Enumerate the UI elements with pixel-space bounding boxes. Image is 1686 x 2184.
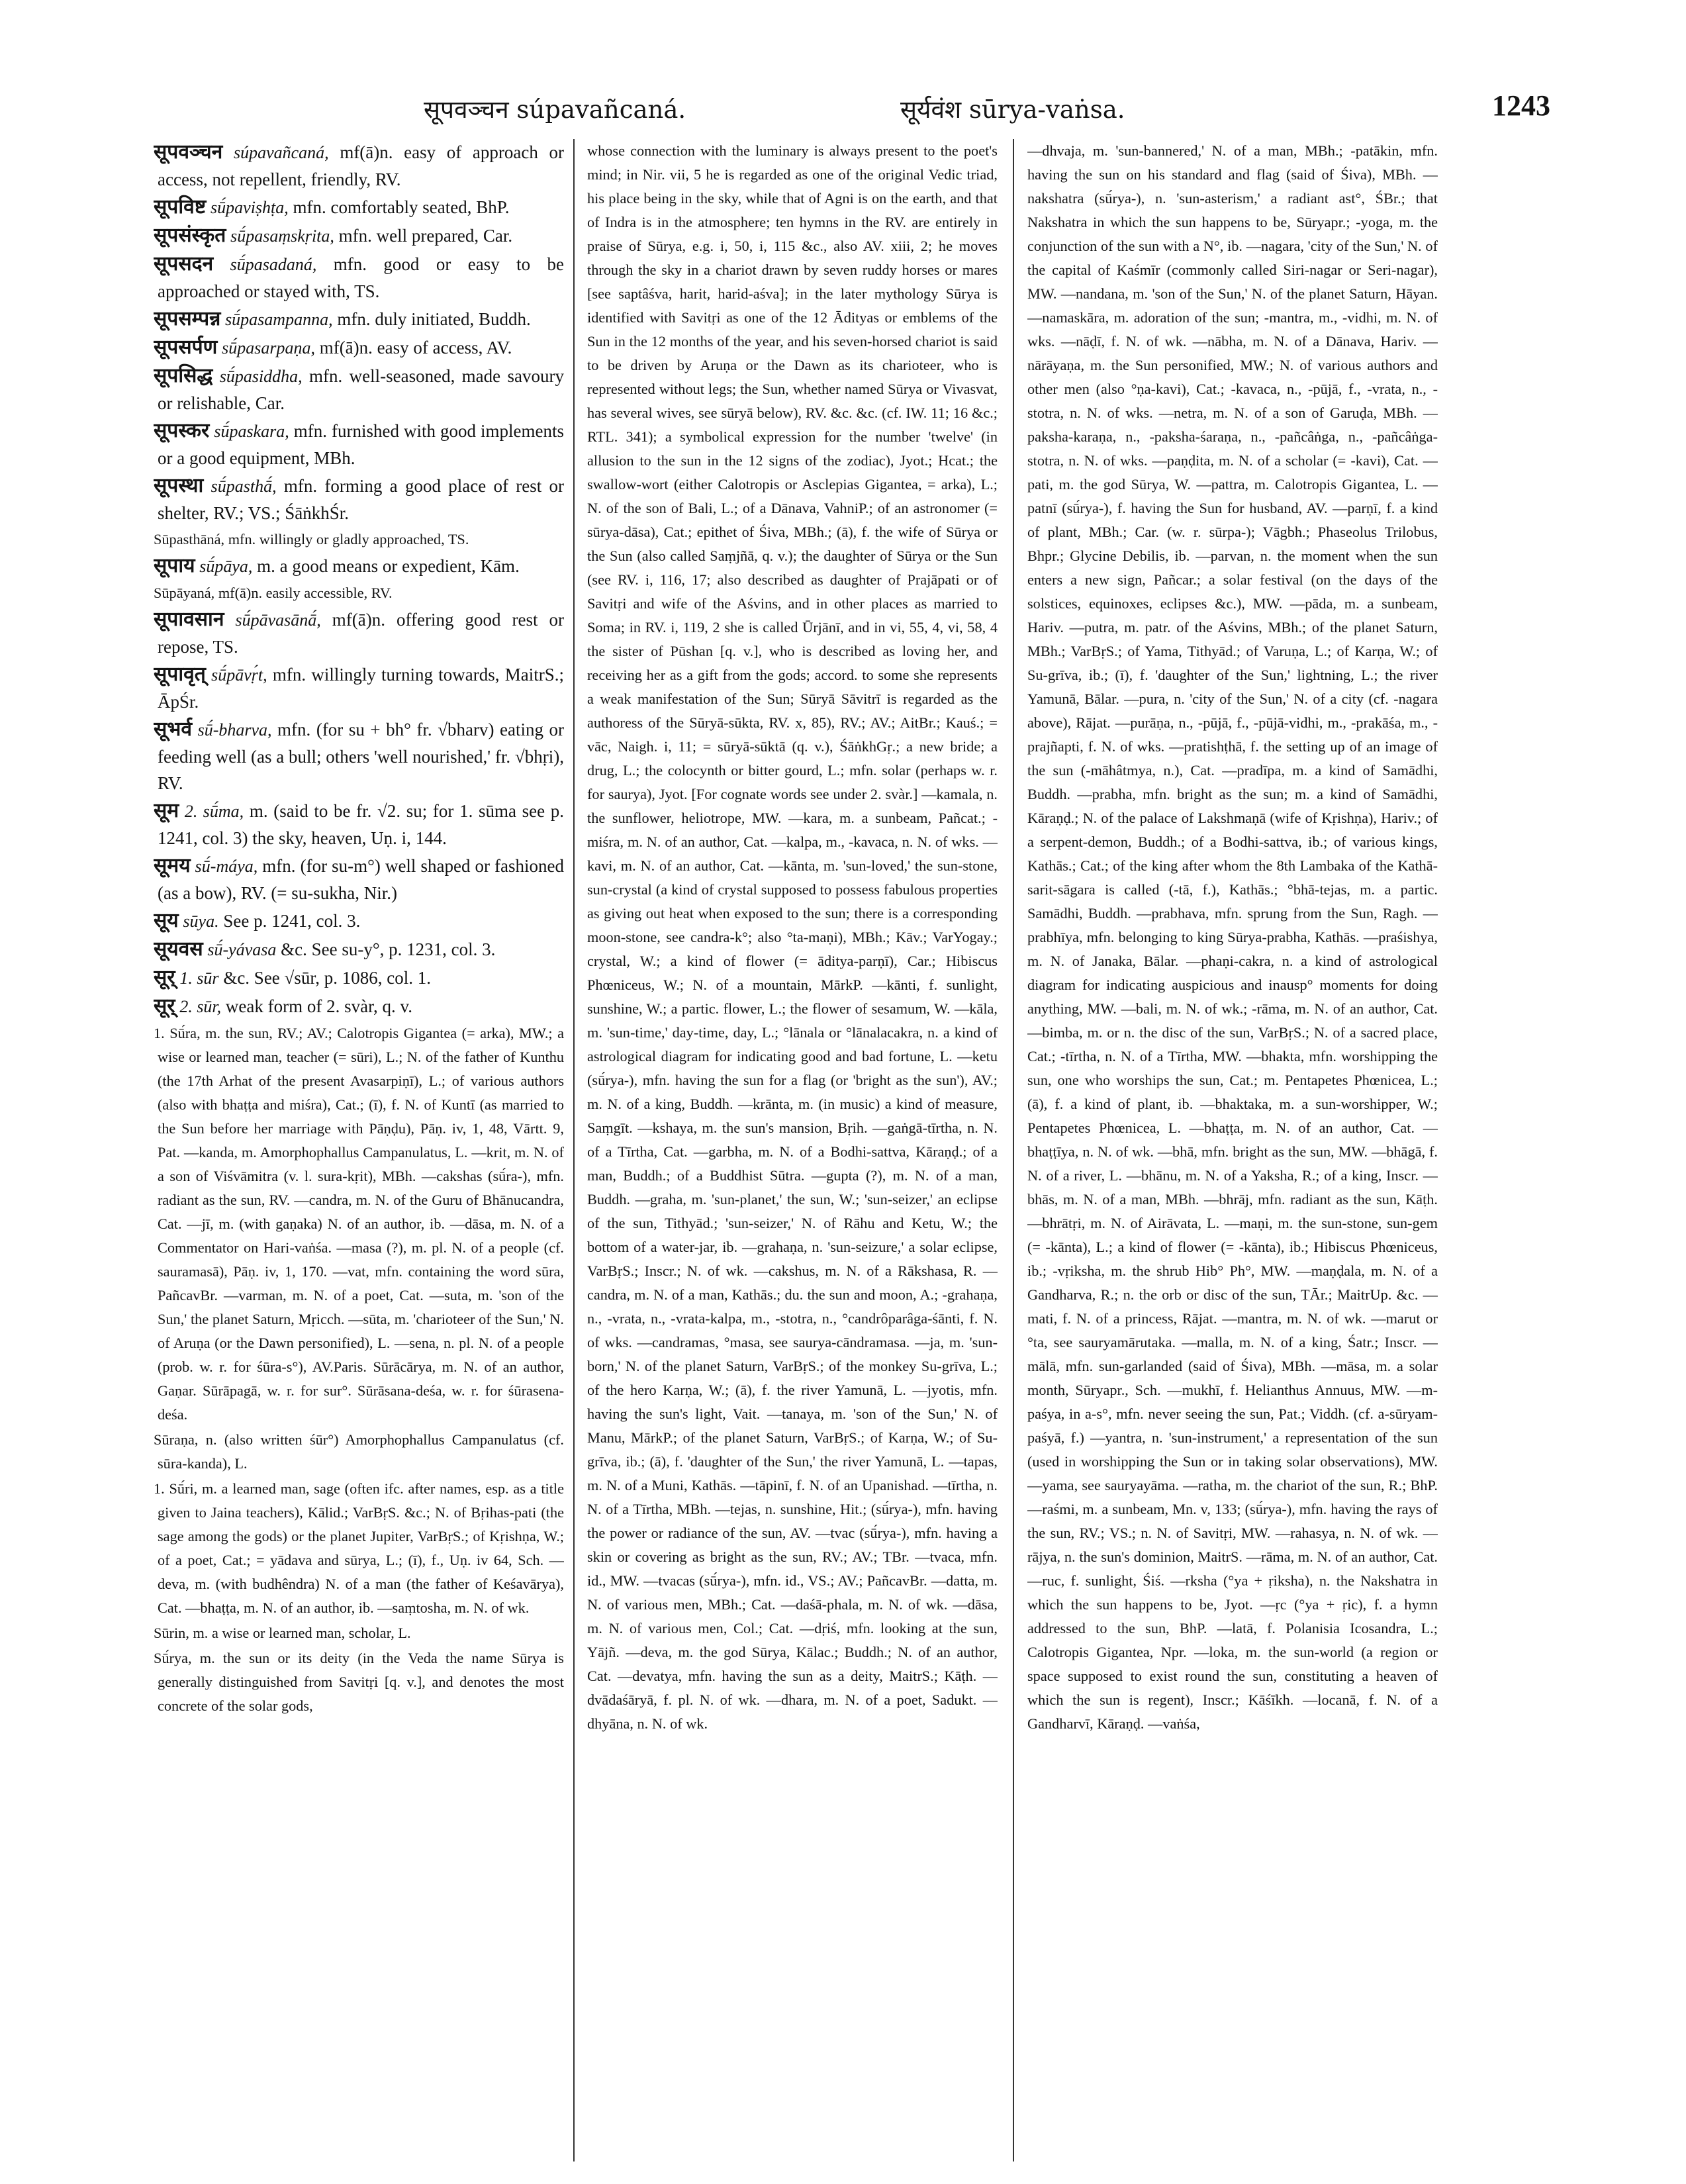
devanagari-headword: सूपावृत्: [154, 663, 206, 686]
entry-definition: mfn. (for su-m°) well shaped or fashioned (as a bow), RV. (= su-sukha, Nir.): [158, 856, 564, 903]
entry-definition: Sūpasthāná, mfn. willingly or gladly approached, TS.: [154, 531, 469, 547]
transliterated-headword: sūya.: [183, 912, 219, 931]
entry-definition: mfn. willingly turning towards, MaitrS.; ĀpŚr.: [158, 665, 564, 712]
page-number: 1243: [1492, 89, 1550, 122]
devanagari-headword: सूपस्कर: [154, 419, 210, 442]
devanagari-headword: सूम: [154, 799, 179, 822]
transliterated-headword: sū́paskara,: [214, 422, 289, 441]
column-rule-1: [573, 139, 575, 2161]
transliterated-headword: sū́-bharva,: [197, 720, 272, 739]
devanagari-headword: सूभर्व: [154, 718, 193, 741]
dictionary-entry: [154, 1428, 564, 1476]
devanagari-headword: सूर्: [154, 966, 175, 989]
column-1: [154, 139, 564, 2132]
dictionary-entry: [154, 251, 564, 305]
transliterated-headword: sū́pasthā́,: [211, 477, 277, 496]
transliterated-headword: 1. sūr: [179, 969, 219, 988]
dictionary-entry: [154, 1021, 564, 1427]
transliterated-headword: sū́pasiddha,: [219, 367, 303, 386]
entry-definition: Sū́rya, m. the sun or its deity (in the Veda the name Sūrya is generally distinguished from Savitṛi [q. v.], and denotes the most concrete of the solar gods,: [154, 1650, 564, 1714]
transliterated-headword: sū́paviṣhṭa,: [211, 198, 289, 217]
entry-definition: mfn. comfortably seated, BhP.: [288, 197, 510, 217]
entry-definition: weak form of 2. svàr, q. v.: [221, 996, 413, 1016]
entry-definition: mfn. (for su + bh° fr. √bharv) eating or feeding well (as a bull; others 'well nourished,' fr. √bhṛi), RV.: [158, 720, 564, 793]
dictionary-entry: [154, 528, 564, 551]
entry-definition: &c. See √sūr, p. 1086, col. 1.: [218, 968, 432, 988]
dictionary-entry: [154, 473, 564, 526]
entry-definition: 1. Sū́ra, m. the sun, RV.; AV.; Calotropis Gigantea (= arka), MW.; a wise or learned man, teacher (= sūri), L.; N. of the father of Kunthu (the 17th Arhat of the present Avasarpiṇī), L.; of various authors (also with bhaṭṭa and miśra), Cat.; (ī), f. N. of Kuntī (as married to the Sun before her marriage with Pāṇḍu), Pāṇ. iv, 1, 48, Vārtt. 9, Pat. —kanda, m. Amorphophallus Campanulatus, L. —krit, m. N. of a son of Viśvāmitra (v. l. sura-kṛit), MBh. —cakshas (sū́ra-), mfn. radiant as the sun, RV. —candra, m. N. of the Guru of Bhānucandra, Cat. —jī, m. (with gaṇaka) N. of an author, ib. —dāsa, m. N. of a Commentator on Hari-vaṅśa. —masa (?), m. pl. N. of a people (cf. sauramasā), Pāṇ. iv, 1, 170. —vat, mfn. containing the word sūra, PañcavBr. —varman, m. N. of a poet, Cat. —suta, m. 'son of the Sun,' the planet Saturn, Mṛicch. —sūta, m. 'charioteer of the Sun,' N. of Aruṇa (or the Dawn personified), L. —sena, n. pl. N. of a people (prob. w. r. for śūra-s°), AV.Paris. Sūrācārya, m. N. of an author, Gaṇar. Sūrāpagā, w. r. for sur°. Sūrāsana-deśa, w. r. for śūrasena-deśa.: [154, 1025, 564, 1423]
column-3-text: —dhvaja, m. 'sun-bannered,' N. of a man, MBh.; -patākin, mfn. having the sun on his standard and flag (said of Śiva), MBh. —nakshatra (sū́rya-), n. 'sun-asterism,' a radiant ast°, ŚBr.; that Nakshatra in which the sun happens to be, Sūryapr.; -yoga, m. the conjunction of the sun with a N°, ib. —nagara, 'city of the Sun,' N. of the capital of Kaśmīr (commonly called Siri-nagar or Seri-nagar), MW. —nandana, m. 'son of the Sun,' N. of the planet Saturn, Hāyan. —namaskāra, m. adoration of the sun; -mantra, m., -vidhi, m. N. of wks. —nāḍī, f. N. of wk. —nābha, m. N. of a Dānava, Hariv. —nārāyaṇa, m. the Sun personified, MW.; N. of various authors and other men (also °ṇa-kavi), Cat.; -kavaca, n., -pūjā, f., -vrata, n., -stotra, n. N. of wks. —netra, m. N. of a son of Garuḍa, MBh. —paksha-karaṇa, n., -paksha-śaraṇa, n., -pañcâṅga, n., -pañcâṅga-stotra, n. N. of wks. —paṇḍita, m. N. of a scholar (= -kavi), Cat. —pati, m. the god Sūrya, W. —pattra, m. Calotropis Gigantea, L. —patnī (sū́rya-), f. having the Sun for husband, AV. —parṇī, f. a kind of plant, MBh.; Car. (w. r. sūrpa-); Vāgbh.; Phaseolus Trilobus, Bhpr.; Glycine Debilis, ib. —parvan, n. the moment when the sun enters a new sign, Pañcar.; a solar festival (on the days of the solstices, equinoxes, eclipses &c.), MW. —pāda, m. a sunbeam, Hariv. —putra, m. patr. of the Aśvins, MBh.; of the planet Saturn, MBh.; VarBṛS.; of Yama, Tithyād.; of Varuṇa, L.; of Karṇa, W.; of Su-grīva, ib.; (ī), f. 'daughter of the Sun,' lightning, L.; the river Yamunā, Bālar. —pura, n. 'city of the Sun,' N. of a city (cf. -nagara above), Rājat. —purāṇa, n., -pūjā, f., -pūjā-vidhi, m., -prakāśa, m., -prajñapti, f. N. of wks. —pratishṭhā, f. the setting up of an image of the sun (-māhâtmya, n.), Cat. —pradīpa, m. a kind of Samādhi, Buddh. —prabha, mfn. bright as the sun; m. a kind of Samādhi, Kāraṇḍ.; N. of the palace of Lakshmaṇā (wife of Kṛishṇa), Hariv.; of a serpent-demon, Buddh.; of a Bodhi-sattva, ib.; of various kings, Kathās.; Cat.; of the king after whom the 8th Lambaka of the Kathā-sarit-sāgara is called (-tā, f.), Kathās.; °bhā-tejas, m. a partic. Samādhi, Buddh. —prabhava, mfn. sprung from the Sun, Ragh. —prabhīya, mfn. belonging to king Sūrya-prabha, Kathās. —praśishya, m. N. of Janaka, Bālar. —phaṇi-cakra, n. a kind of astrological diagram for indicating auspicious and inausp° moments for doing anything, MW. —bali, m. N. of wk.; -rāma, m. N. of an author, Cat. —bimba, m. or n. the disc of the sun, VarBṛS.; N. of a sacred place, Cat.; -tīrtha, n. N. of a Tīrtha, MW. —bhakta, mfn. worshipping the sun, one who worships the sun, Cat.; m. Pentapetes Phœnicea, L.; (ā), f. a kind of plant, ib. —bhaktaka, m. a sun-worshipper, W.; Pentapetes Phœnicea, L. —bhaṭṭa, m. N. of an author, Cat. —bhaṭṭīya, n. N. of wk. —bhā, mfn. bright as the sun, MW. —bhāgā, f. N. of a river, L. —bhānu, m. N. of a Yaksha, R.; of a king, Inscr. —bhās, m. N. of a man, MBh. —bhrāj, mfn. radiant as the sun, Kāṭh. —bhrātṛi, m. N. of Airāvata, L. —maṇi, m. the sun-stone, sun-gem (= -kānta), L.; a kind of flower (= -kānta), ib.; Hibiscus Phœniceus, ib.; -vṛiksha, m. the shrub Hib° Ph°, MW. —maṇḍala, m. N. of a Gandharva, R.; n. the orb or disc of the sun, TĀr.; MaitrUp. &c. —mati, f. N. of a princess, Rājat. —mantra, m. N. of wk. —marut or °ta, see sauryamārutaka. —malla, m. N. of a king, Śatr.; Inscr. —mālā, mfn. sun-garlanded (said of Śiva), MBh. —māsa, m. a solar month, Sūryapr., Sch. —mukhī, f. Helianthus Annuus, MW. —m-paśya, in a-s°, mfn. never seeing the sun, Pat.; Viddh. (cf. a-sūryam-paśyā, f.) —yantra, n. 'sun-instrument,' a representation of the sun (used in worshipping the Sun or in taking solar observations), MW. —yama, see sauryayāma. —ratha, m. the chariot of the sun, R.; BhP. —raśmi, m. a sunbeam, Mn. v, 133; (sū́rya-), mfn. having the rays of the sun, RV.; VS.; n. N. of Savitṛi, MW. —rahasya, n. N. of wk. —rājya, n. the sun's dominion, MaitrS. —rāma, m. N. of an author, Cat. —ruc, f. sunlight, Śiś. —rksha (°ya + ṛiksha), n. the Nakshatra in which the sun happens to be, Jyot. —ṛc (°ya + ṛic), f. a hymn addressed to the sun, BhP. —latā, f. Polanisia Icosandra, L.; Calotropis Gigantea, Npr. —loka, m. the sun-world (a region or space supposed to exist round the sun, constituting a heaven of which the sun is regent), Inscr.; Kāśīkh. —locanā, f. N. of a Gandharvī, Kāraṇḍ. —vaṅśa,: [1027, 142, 1438, 1732]
devanagari-headword: सूपस्था: [154, 474, 204, 497]
entry-definition: mfn. good or easy to be approached or stayed with, TS.: [158, 254, 564, 301]
devanagari-headword: सूपावसान: [154, 608, 224, 631]
devanagari-headword: सूपसदन: [154, 252, 214, 275]
entry-definition: Sūraṇa, n. (also written śūr°) Amorphophallus Campanulatus (cf. sūra-kanda), L.: [154, 1431, 564, 1472]
dictionary-entry: [154, 363, 564, 416]
devanagari-headword: सूपसंस्कृत: [154, 224, 226, 247]
dictionary-entry: [154, 194, 564, 221]
dictionary-entry: [154, 553, 564, 580]
dictionary-entry: [154, 581, 564, 605]
devanagari-headword: सूपवञ्चन: [154, 140, 223, 164]
transliterated-headword: sū́pasampanna,: [225, 310, 333, 329]
dictionary-entry: [154, 606, 564, 660]
entry-definition: mfn. forming a good place of rest or shelter, RV.; VS.; ŚāṅkhŚr.: [158, 476, 564, 523]
entry-definition: mf(ā)n. offering good rest or repose, TS.: [158, 610, 564, 657]
entry-definition: Sūpāyaná, mf(ā)n. easily accessible, RV.: [154, 585, 393, 601]
dictionary-entry: [154, 306, 564, 333]
dictionary-entry: [154, 936, 564, 963]
devanagari-headword: सूपाय: [154, 554, 195, 577]
devanagari-headword: सूयवस: [154, 937, 203, 961]
transliterated-headword: sū́pasadaná,: [230, 255, 317, 274]
dictionary-entry: [154, 798, 564, 851]
entry-definition: See p. 1241, col. 3.: [218, 911, 361, 931]
entry-definition: mfn. furnished with good implements or a good equipment, MBh.: [158, 421, 564, 468]
dictionary-entry: [154, 853, 564, 906]
devanagari-headword: सूपसर्पण: [154, 336, 218, 359]
devanagari-headword: सूर्: [154, 994, 175, 1018]
entry-definition: Sūrin, m. a wise or learned man, scholar, L.: [154, 1625, 411, 1641]
transliterated-headword: sū́-yávasa: [207, 940, 277, 959]
dictionary-entry: [154, 716, 564, 796]
devanagari-headword: सूय: [154, 909, 179, 932]
page-header: [132, 91, 1556, 138]
column-3: [1027, 139, 1438, 2132]
column-rule-2: [1013, 139, 1014, 2161]
entry-definition: m. a good means or expedient, Kām.: [252, 556, 520, 576]
dictionary-entry: [154, 908, 564, 935]
transliterated-headword: sū́pasarpaṇa,: [222, 338, 315, 357]
dictionary-entry: [154, 1621, 564, 1645]
transliterated-headword: súpavañcaná,: [233, 143, 329, 162]
column-2: [587, 139, 998, 2132]
transliterated-headword: 2. sū́ma,: [184, 802, 244, 821]
entry-definition: mf(ā)n. easy of access, AV.: [314, 338, 512, 357]
dictionary-entry: [154, 334, 564, 361]
transliterated-headword: sū́pāya,: [199, 557, 253, 576]
entry-definition: mfn. well-seasoned, made savoury or relishable, Car.: [158, 366, 564, 413]
header-left-guideword: सूपवञ्चन súpavañcaná.: [424, 95, 686, 124]
dictionary-entry: [154, 965, 564, 992]
transliterated-headword: 2. sūr,: [179, 997, 222, 1016]
entry-definition: 1. Sū́ri, m. a learned man, sage (often ifc. after names, esp. as a title given to Jaina teachers), Kālid.; VarBṛS. &c.; N. of Bṛihas-pati (the sage among the gods) or the planet Jupiter, VarBṛS.; of Kṛishṇa, W.; of a poet, Cat.; = yādava and sūrya, L.; (ī), f., Uṇ. iv 64, Sch. —deva, m. (with budhêndra) N. of a man (the father of Keśavārya), Cat. —bhaṭṭa, m. N. of an author, ib. —saṃtosha, m. N. of wk.: [154, 1480, 564, 1616]
devanagari-headword: सूपसिद्ध: [154, 364, 213, 387]
transliterated-headword: sū́-máya,: [195, 857, 258, 876]
devanagari-headword: सूमय: [154, 854, 191, 877]
dictionary-entry: [154, 1477, 564, 1620]
transliterated-headword: sū́pāvṛ́t,: [211, 665, 267, 685]
header-right-guideword: सूर्यवंश sūrya-vaṅsa.: [900, 95, 1125, 124]
dictionary-entry: [154, 418, 564, 471]
transliterated-headword: sū́pāvasānā́,: [235, 610, 321, 630]
transliterated-headword: sū́pasaṃskṛita,: [230, 226, 334, 246]
devanagari-headword: सूपविष्ट: [154, 195, 207, 218]
entry-definition: mfn. well prepared, Car.: [334, 226, 513, 246]
entry-definition: &c. See su-y°, p. 1231, col. 3.: [276, 939, 496, 959]
dictionary-entry: [154, 222, 564, 250]
dictionary-entry: [154, 139, 564, 193]
column-2-text: whose connection with the luminary is always present to the poet's mind; in Nir. vii, 5 he is regarded as one of the original Vedic triad, his place being in the sky, while that of Agni is on the earth, and that of Indra is in the atmosphere; ten hymns in the RV. are entirely in praise of Sūrya, e.g. i, 50, i, 115 &c., also AV. xiii, 2; he moves through the sky in a chariot drawn by seven ruddy horses or mares [see saptâśva, harit, harid-aśva]; in the later mythology Sūrya is identified with Savitṛi as one of the 12 Ādityas or emblems of the Sun in the 12 months of the year, and his seven-horsed chariot is said to be driven by Aruṇa or the Dawn as its charioteer, who is represented without legs; the Sun, whether named Sūrya or Vivasvat, has several wives, see sūryā below), RV. &c. &c. (cf. IW. 11; 16 &c.; RTL. 341); a symbolical expression for the number 'twelve' (in allusion to the sun in the 12 signs of the zodiac), Jyot.; Hcat.; the swallow-wort (either Calotropis or Asclepias Gigantea, = arka), L.; N. of the son of Bali, L.; of a Dānava, VahniP.; of an astronomer (= sūrya-dāsa), Cat.; epithet of Śiva, MBh.; (ā), f. the wife of Sūrya or the Sun (also called Saṃjñā, q. v.); the daughter of Sūrya or the Sun (see RV. i, 116, 17; also described as daughter of Prajāpati or of Savitṛi and wife of the Aśvins, and in other places as married to Soma; in RV. i, 119, 2 she is called Ūrjānī, and in vi, 55, 4, vi, 58, 4 the sister of Pūshan [q. v.], who is described as loving her, and receiving her as a gift from the gods; accord. to some she represents a weak manifestation of the Sun; Sūryā Sāvitrī is regarded as the authoress of the Sūryā-sūkta, RV. x, 85), RV.; AV.; AitBr.; Kauś.; = vāc, Naigh. i, 11; = sūryā-sūktā (q. v.), ŚāṅkhGṛ.; a new bride; a drug, L.; the colocynth or bitter gourd, L.; mfn. solar (perhaps w. r. for saurya), Jyot. [For cognate words see under 2. svàr.] —kamala, n. the sunflower, heliotrope, MW. —kara, m. a sunbeam, Pañcat.; -miśra, m. N. of an author, Cat. —kalpa, m., -kavaca, n. N. of wks. —kavi, m. N. of an author, Cat. —kānta, m. 'sun-loved,' the sun-stone, sun-crystal (a kind of crystal supposed to possess fabulous properties as giving out heat when exposed to the sun; there is a corresponding moon-stone, see candra-k°; also °ta-maṇi), MBh.; Kāv.; VarYogay.; crystal, W.; a kind of flower (= āditya-parṇī), Car.; Hibiscus Phœniceus, W.; N. of a mountain, MārkP. —kānti, f. sunlight, sunshine, W.; a partic. flower, L.; the flower of sesamum, W. —kāla, m. 'sun-time,' day-time, day, L.; °lānala or °lānalacakra, n. a kind of astrological diagram for indicating good and bad fortune, L. —ketu (sū́rya-), mfn. having the sun for a flag (or 'bright as the sun'), AV.; m. N. of a king, Buddh. —krānta, m. (in music) a kind of measure, Saṃgīt. —kshaya, m. the sun's mansion, Bṛih. —gaṅgā-tīrtha, n. N. of a Tīrtha, Cat. —garbha, m. N. of a Bodhi-sattva, Kāraṇḍ.; of a man, Buddh.; of a Buddhist Sūtra. —gupta (?), m. N. of a man, Buddh. —graha, m. 'sun-planet,' the sun, W.; 'sun-seizer,' an eclipse of the sun, Tithyād.; 'sun-seizer,' N. of Rāhu and Ketu, W.; the bottom of a water-jar, ib. —grahaṇa, n. 'sun-seizure,' a solar eclipse, VarBṛS.; Inscr.; N. of wk. —cakshus, m. N. of a Rākshasa, R. —candra, m. N. of a man, Kathās.; du. the sun and moon, A.; -grahaṇa, n., -vrata, n., -vrata-kalpa, m., -stotra, n., °candrôparâga-śānti, f. N. of wks. —candramas, °masa, see saurya-cāndramasa. —ja, m. 'sun-born,' N. of the planet Saturn, VarBṛS.; of the monkey Su-grīva, L.; of the hero Karṇa, W.; (ā), f. the river Yamunā, L. —jyotis, mfn. having the sun's light, Vait. —tanaya, m. 'son of the Sun,' N. of Manu, MārkP.; of the planet Saturn, VarBṛS.; of Karṇa, W.; of Su-grīva, ib.; (ā), f. 'daughter of the Sun,' the river Yamunā, L. —tapas, m. N. of a Muni, Kathās. —tāpinī, f. N. of an Upanishad. —tīrtha, n. N. of a Tīrtha, MBh. —tejas, n. sunshine, Hit.; (sū́rya-), mfn. having the power or radiance of the sun, AV. —tvac (sū́rya-), mfn. having a skin or covering as bright as the sun, RV.; AV.; TBr. —tvaca, mfn. id., MW. —tvacas (sū́rya-), mfn. id., VS.; AV.; PañcavBr. —datta, m. N. of various men, MBh.; Cat. —daśā-phala, m. N. of wk. —dāsa, m. N. of various men, Col.; Cat. —dṛiś, mfn. looking at the sun, Yājñ. —deva, m. the god Sūrya, Kālac.; Buddh.; N. of an author, Cat. —devatya, mfn. having the sun as a deity, MaitrS.; Kāṭh. —dvādaśāryā, f. pl. N. of wk. —dhara, m. N. of a poet, Sadukt. —dhyāna, n. N. of wk.: [587, 142, 998, 1732]
entry-definition: m. (said to be fr. √2. su; for 1. sūma see p. 1241, col. 3) the sky, heaven, Uṇ. i, 144.: [158, 801, 564, 848]
devanagari-headword: सूपसम्पन्न: [154, 307, 221, 330]
dictionary-entry: [154, 1646, 564, 1718]
entry-definition: mfn. duly initiated, Buddh.: [332, 309, 531, 329]
entry-definition: mf(ā)n. easy of approach or access, not repellent, friendly, RV.: [158, 142, 564, 189]
dictionary-entry: [154, 661, 564, 715]
dictionary-entry: [154, 993, 564, 1020]
